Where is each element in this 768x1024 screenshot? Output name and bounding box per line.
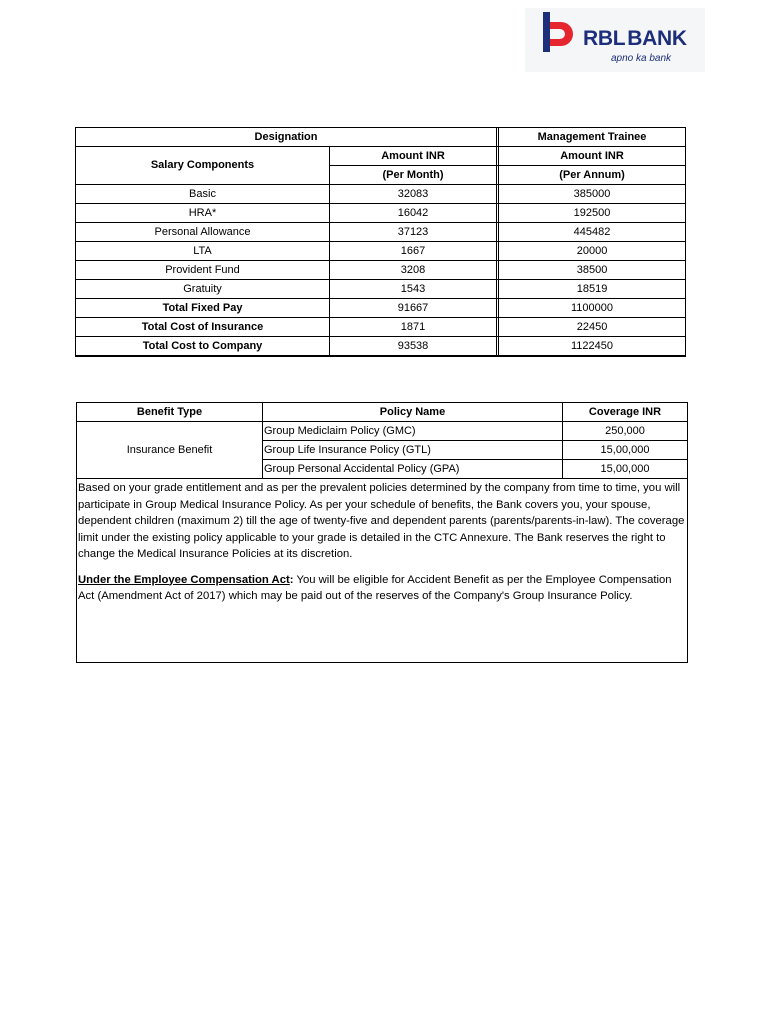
component-name: Provident Fund	[76, 261, 330, 280]
compensation-act-heading: Under the Employee Compensation Act	[78, 573, 290, 586]
annual-amount: 445482	[499, 223, 686, 242]
salary-components-table	[75, 127, 686, 357]
benefits-header-row	[77, 403, 688, 422]
table-row	[76, 318, 686, 337]
table-row	[76, 261, 686, 280]
component-name: Total Cost to Company	[76, 337, 330, 357]
monthly-amount: 16042	[330, 204, 497, 223]
insurance-policy-paragraph: Based on your grade entitlement and as per the prevalent policies determined by the company from time to time, you will participate in Group Medical Insurance Policy. As per your schedule of benefits, the Bank covers you, your spouse, dependent children (maximum 2) till the age of twenty-five and dependent parents (parents/parents-in-law). The coverage limit under the existing policy applicable to your grade is detailed in the CTC Annexure. The Bank reserves the right to change the Medical Insurance Policies at its discretion.	[78, 482, 685, 560]
table-row	[76, 299, 686, 318]
amount-header-row	[76, 147, 686, 166]
benefit-type-value: Insurance Benefit	[77, 422, 263, 479]
compensation-act-paragraph	[78, 572, 685, 605]
annual-amount: 20000	[499, 242, 686, 261]
logo-brand-name	[583, 27, 687, 51]
component-name: Basic	[76, 185, 330, 204]
component-name: Gratuity	[76, 280, 330, 299]
policy-notes	[77, 479, 688, 663]
monthly-amount: 1543	[330, 280, 497, 299]
logo-brand-rbl: RBL	[583, 27, 626, 50]
policy-notes-row	[77, 479, 688, 663]
per-month-label: (Per Month)	[330, 166, 497, 185]
table-row	[76, 280, 686, 299]
annual-amount: 1100000	[499, 299, 686, 318]
amount-header-month: Amount INR	[330, 147, 497, 166]
component-name: Total Fixed Pay	[76, 299, 330, 318]
table-row	[76, 223, 686, 242]
monthly-amount: 3208	[330, 261, 497, 280]
benefit-type-header: Benefit Type	[77, 403, 263, 422]
policy-name: Group Personal Accidental Policy (GPA)	[263, 460, 563, 479]
insurance-benefits-table	[76, 402, 688, 663]
monthly-amount: 1667	[330, 242, 497, 261]
monthly-amount: 32083	[330, 185, 497, 204]
annual-amount: 18519	[499, 280, 686, 299]
monthly-amount: 1871	[330, 318, 497, 337]
designation-value: Management Trainee	[499, 128, 686, 147]
coverage-header: Coverage INR	[563, 403, 688, 422]
annual-amount: 22450	[499, 318, 686, 337]
policy-name-header: Policy Name	[263, 403, 563, 422]
annual-amount: 1122450	[499, 337, 686, 357]
table-row	[77, 422, 688, 441]
rbl-bank-logo	[525, 8, 705, 72]
annual-amount: 192500	[499, 204, 686, 223]
compensation-act-body: You will be eligible for Accident Benefit as per the Employee Compensation Act (Amendment Act of 2017) which may be paid out of the reserves of the Company's Group Insurance Policy.	[78, 573, 672, 602]
table-row	[76, 337, 686, 357]
component-name: Personal Allowance	[76, 223, 330, 242]
annual-amount: 38500	[499, 261, 686, 280]
table-row	[76, 185, 686, 204]
per-annum-label: (Per Annum)	[499, 166, 686, 185]
monthly-amount: 93538	[330, 337, 497, 357]
coverage-amount: 15,00,000	[563, 441, 688, 460]
table-row	[76, 242, 686, 261]
designation-row	[76, 128, 686, 147]
component-name: Total Cost of Insurance	[76, 318, 330, 337]
table-row	[76, 204, 686, 223]
policy-name: Group Life Insurance Policy (GTL)	[263, 441, 563, 460]
annual-amount: 385000	[499, 185, 686, 204]
logo-brand-bank: BANK	[627, 27, 687, 50]
coverage-amount: 15,00,000	[563, 460, 688, 479]
monthly-amount: 91667	[330, 299, 497, 318]
amount-header-annum: Amount INR	[499, 147, 686, 166]
logo-tagline: apno ka bank	[611, 53, 672, 64]
component-name: HRA*	[76, 204, 330, 223]
rbl-logo-mark-icon	[541, 12, 575, 54]
compensation-act-colon: :	[289, 573, 294, 586]
policy-name: Group Mediclaim Policy (GMC)	[263, 422, 563, 441]
component-name: LTA	[76, 242, 330, 261]
salary-components-label: Salary Components	[76, 147, 330, 185]
monthly-amount: 37123	[330, 223, 497, 242]
coverage-amount: 250,000	[563, 422, 688, 441]
designation-label: Designation	[76, 128, 497, 147]
